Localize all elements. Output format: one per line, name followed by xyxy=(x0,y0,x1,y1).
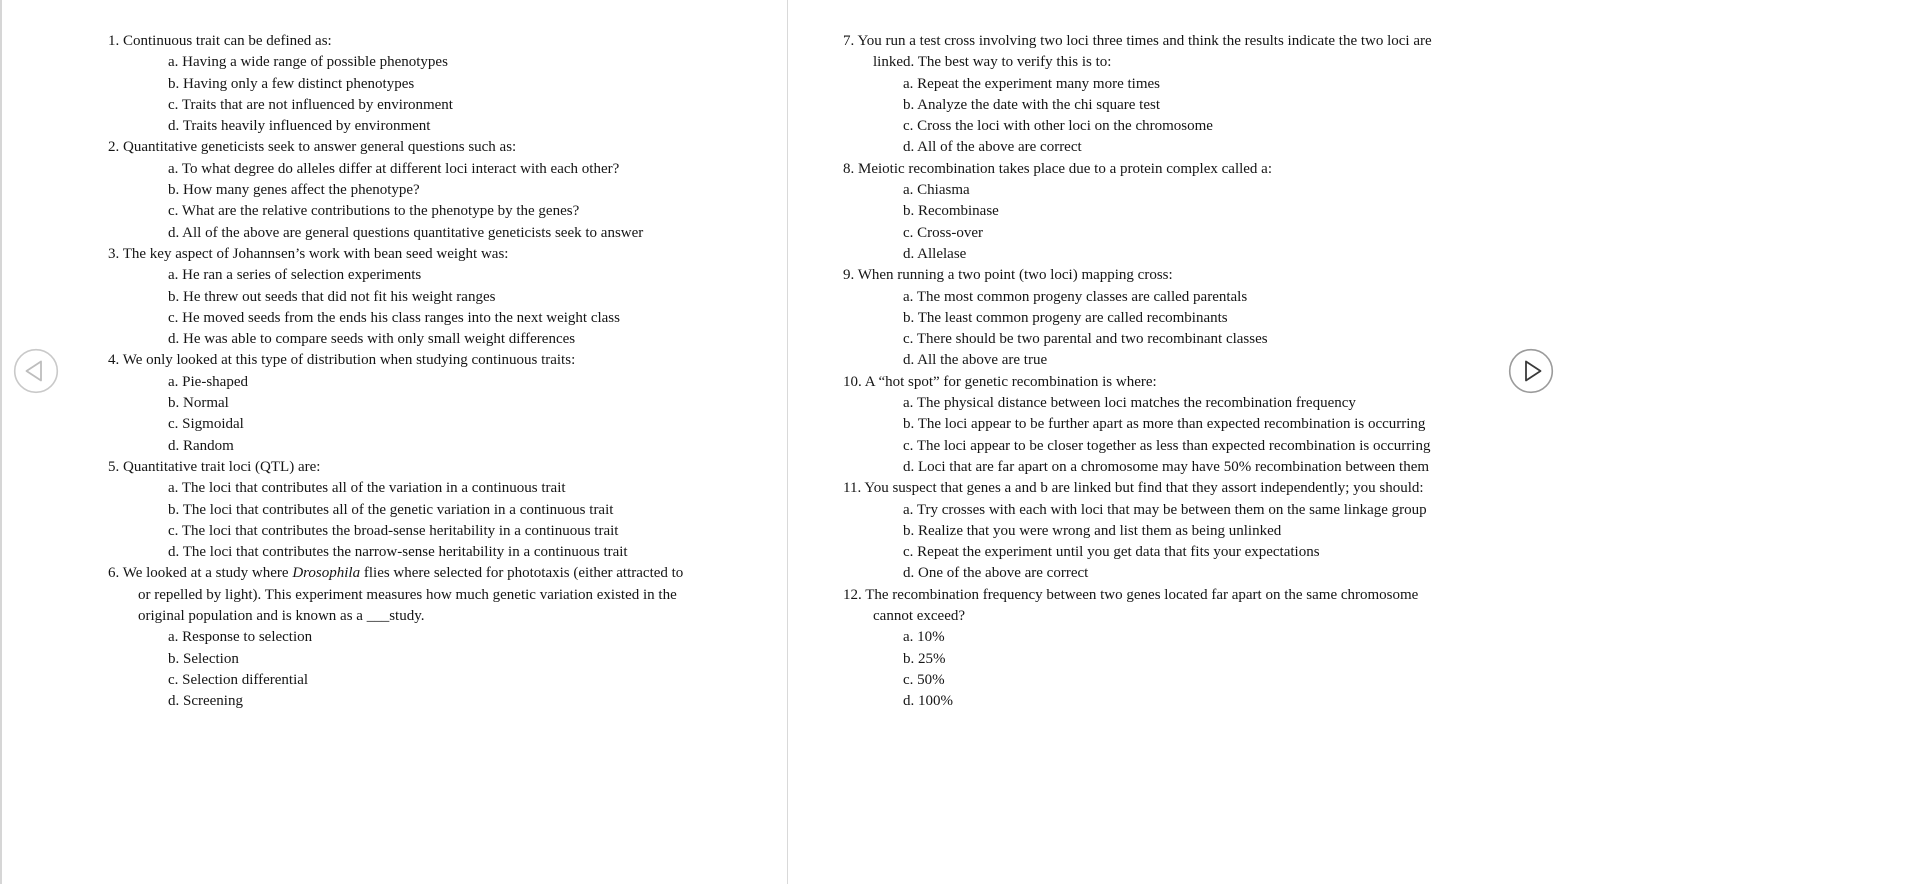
question-text: 10. A “hot spot” for genetic recombination is where: xyxy=(843,373,1157,390)
answer-option: c. The loci that contributes the broad-sense heritability in a continuous trait xyxy=(168,522,619,539)
question-text: 8. Meiotic recombination takes place due to a protein complex called a: xyxy=(843,160,1273,177)
question-text: 9. When running a two point (two loci) mapping cross: xyxy=(843,267,1173,284)
answer-option: d. 100% xyxy=(903,693,953,710)
question xyxy=(843,159,1508,265)
answer-option: d. Screening xyxy=(168,693,243,710)
question-text: 11. You suspect that genes a and b are linked but find that they assort independently; you should: xyxy=(843,480,1424,497)
question xyxy=(108,137,768,243)
answer-option: d. Allelase xyxy=(903,245,967,262)
question xyxy=(843,31,1508,159)
question-number: 6. xyxy=(108,565,123,582)
answer-option: a. He ran a series of selection experiments xyxy=(168,267,422,284)
circle-arrow-right-icon xyxy=(1508,348,1554,394)
question-number: 5. xyxy=(108,458,123,475)
answer-option: d. One of the above are correct xyxy=(903,565,1089,582)
answer-option: c. Traits that are not influenced by environment xyxy=(168,96,453,113)
answer-option: c. Cross the loci with other loci on the chromosome xyxy=(903,118,1213,135)
answer-option: d. All of the above are correct xyxy=(903,139,1082,156)
question-text: 6. We looked at a study where Drosophila flies where selected for phototaxis (either attracted to xyxy=(108,565,684,582)
question-text: 12. The recombination frequency between two genes located far apart on the same chromosome xyxy=(843,586,1419,603)
answer-option: a. Pie-shaped xyxy=(168,373,248,390)
answer-option: a. The physical distance between loci matches the recombination frequency xyxy=(903,395,1356,412)
answer-option: c. Selection differential xyxy=(168,671,309,688)
question xyxy=(108,350,768,456)
answer-option: b. Realize that you were wrong and list them as being unlinked xyxy=(903,522,1282,539)
question-text: linked. The best way to verify this is to: xyxy=(873,54,1112,71)
answer-option: c. 50% xyxy=(903,671,945,688)
question-text: 1. Continuous trait can be defined as: xyxy=(108,33,332,49)
questions-column-right xyxy=(843,31,1508,713)
answer-option: c. Cross-over xyxy=(903,224,983,241)
question-number: 1. xyxy=(108,33,123,49)
question-text: 4. We only looked at this type of distribution when studying continuous traits: xyxy=(108,352,576,369)
answer-option: b. The loci appear to be further apart as more than expected recombination is occurring xyxy=(903,416,1426,433)
question-text: 7. You run a test cross involving two loci three times and think the results indicate the two loci are xyxy=(843,33,1432,49)
answer-option: b. Normal xyxy=(168,395,229,412)
answer-option: c. He moved seeds from the ends his class ranges into the next weight class xyxy=(168,309,620,326)
answer-option: b. He threw out seeds that did not fit his weight ranges xyxy=(168,288,496,305)
question-text: or repelled by light). This experiment measures how much genetic variation existed in the xyxy=(138,586,677,603)
answer-option: c. Sigmoidal xyxy=(168,416,244,433)
answer-option: a. Chiasma xyxy=(903,182,970,199)
question-text: 3. The key aspect of Johannsen’s work with bean seed weight was: xyxy=(108,245,509,262)
question-text: cannot exceed? xyxy=(873,608,966,625)
page-divider xyxy=(787,0,788,884)
circle-arrow-left-icon xyxy=(13,348,59,394)
answer-option: b. The loci that contributes all of the genetic variation in a continuous trait xyxy=(168,501,614,518)
question-text: 5. Quantitative trait loci (QTL) are: xyxy=(108,458,321,475)
answer-option: a. Repeat the experiment many more times xyxy=(903,75,1160,92)
answer-option: a. Try crosses with each with loci that may be between them on the same linkage group xyxy=(903,501,1427,518)
next-page-button[interactable] xyxy=(1508,348,1554,394)
answer-option: c. The loci appear to be closer together as less than expected recombination is occurring xyxy=(903,437,1431,454)
answer-option: d. All of the above are general questions quantitative geneticists seek to answer xyxy=(168,224,644,241)
window-left-edge xyxy=(0,0,2,884)
question xyxy=(843,265,1508,371)
question xyxy=(108,244,768,350)
answer-option: b. How many genes affect the phenotype? xyxy=(168,182,420,199)
answer-option: b. Recombinase xyxy=(903,203,999,220)
answer-option: a. Having a wide range of possible phenotypes xyxy=(168,54,448,71)
question-number: 10. xyxy=(843,373,865,390)
question xyxy=(843,372,1508,478)
answer-option: b. 25% xyxy=(903,650,946,667)
answer-option: a. 10% xyxy=(903,629,945,646)
answer-option: d. The loci that contributes the narrow-sense heritability in a continuous trait xyxy=(168,544,628,561)
answer-option: a. To what degree do alleles differ at different loci interact with each other? xyxy=(168,160,620,177)
answer-option: d. He was able to compare seeds with only small weight differences xyxy=(168,331,576,348)
answer-option: b. Having only a few distinct phenotypes xyxy=(168,75,415,92)
question-number: 4. xyxy=(108,352,123,369)
answer-option: c. What are the relative contributions to the phenotype by the genes? xyxy=(168,203,580,220)
question xyxy=(108,31,768,137)
answer-option: b. Selection xyxy=(168,650,239,667)
answer-option: a. The most common progeny classes are called parentals xyxy=(903,288,1248,305)
question-number: 8. xyxy=(843,160,858,177)
question-number: 11. xyxy=(843,480,865,497)
question-number: 2. xyxy=(108,139,123,156)
answer-option: a. Response to selection xyxy=(168,629,313,646)
answer-option: d. All the above are true xyxy=(903,352,1048,369)
question-number: 12. xyxy=(843,586,866,603)
prev-page-button[interactable] xyxy=(13,348,59,394)
question-number: 7. xyxy=(843,33,858,49)
question-text: original population and is known as a ___study. xyxy=(138,608,425,625)
answer-option: b. The least common progeny are called recombinants xyxy=(903,309,1228,326)
answer-option: c. Repeat the experiment until you get data that fits your expectations xyxy=(903,544,1320,561)
questions-column-left xyxy=(108,31,768,713)
answer-option: d. Traits heavily influenced by environment xyxy=(168,118,431,135)
answer-option: c. There should be two parental and two recombinant classes xyxy=(903,331,1268,348)
answer-option: d. Loci that are far apart on a chromosome may have 50% recombination between them xyxy=(903,458,1430,475)
question xyxy=(843,585,1508,713)
answer-option: b. Analyze the date with the chi square test xyxy=(903,96,1160,113)
answer-option: a. The loci that contributes all of the variation in a continuous trait xyxy=(168,480,566,497)
question-number: 9. xyxy=(843,267,858,284)
question-text: 2. Quantitative geneticists seek to answer general questions such as: xyxy=(108,139,517,156)
question xyxy=(108,563,768,712)
question-number: 3. xyxy=(108,245,123,262)
question xyxy=(108,457,768,563)
question xyxy=(843,478,1508,584)
answer-option: d. Random xyxy=(168,437,234,454)
